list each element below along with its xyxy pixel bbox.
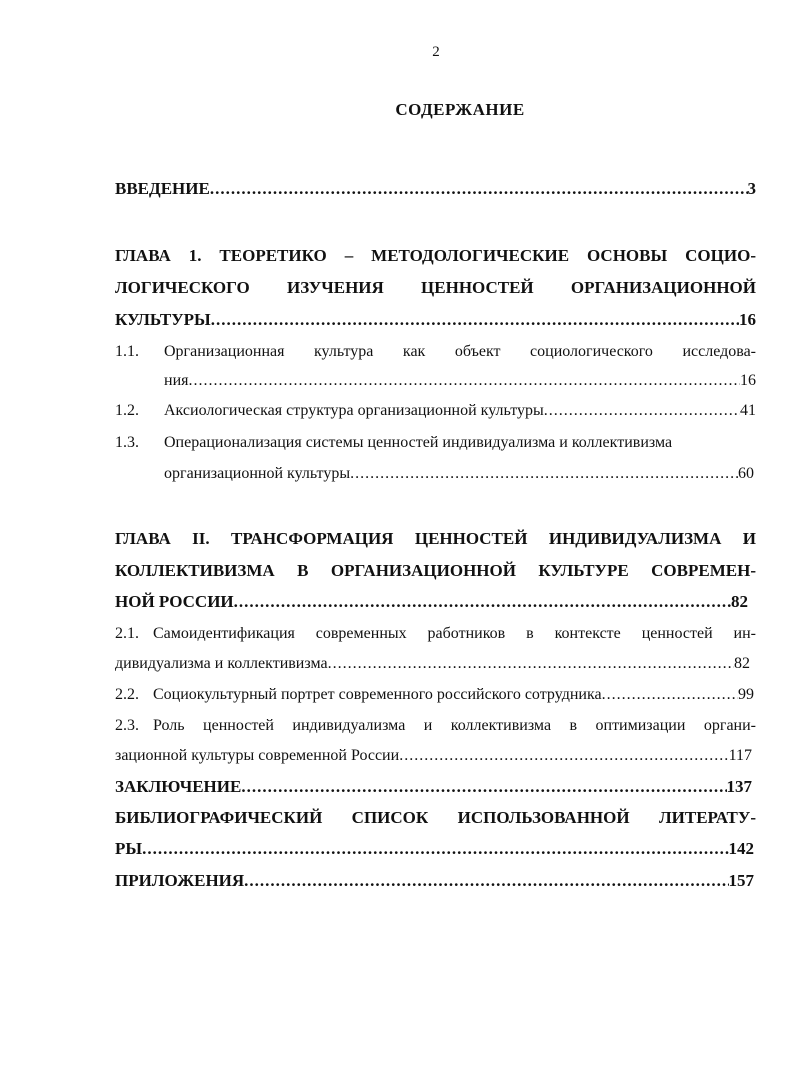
section-text: дивидуализма и коллективизма [115,655,328,672]
section-number: 1.2. [115,402,139,419]
dot-leader [210,176,748,202]
toc-entry-conclusion[interactable] [115,774,752,800]
page-number: 2 [432,44,440,60]
bibliography-line2[interactable] [115,836,754,862]
section-1-3-line2[interactable] [115,461,754,487]
section-text: Операционализация системы ценностей индивидуализма и коллективизма [164,434,673,451]
toc-entry-page: 137 [726,777,752,796]
section-page: 16 [740,372,756,389]
toc-entry-text: РЫ [115,839,143,858]
section-page: 41 [740,402,756,419]
section-text: организационной культуры [164,465,351,482]
dot-leader [544,398,740,424]
section-text [115,682,602,708]
dot-leader [328,651,734,677]
chapter1-title-line2[interactable]: ЛОГИЧЕСКОГО ИЗУЧЕНИЯ ЦЕННОСТЕЙ ОРГАНИЗАЦИОННОЙ [115,278,756,297]
section-2-1-line2[interactable] [115,651,750,677]
toc-entry-appendix[interactable] [115,868,754,894]
section-1-3-line1[interactable] [115,430,756,456]
section-text: Роль ценностей индивидуализма и коллективизма в оптимизации органи- [153,717,756,734]
toc-entry-page: 16 [739,310,756,329]
dot-leader [142,836,728,862]
section-number: 2.3. [115,717,139,734]
toc-entry-page: 3 [747,179,756,198]
dot-leader [188,368,740,394]
section-2-3-line1[interactable] [115,713,756,739]
section-number: 1.1. [115,343,139,360]
section-page: 117 [728,747,752,764]
section-text: зационной культуры современной России [115,747,400,764]
section-text: ния [164,372,189,389]
toc-entry-text: ЗАКЛЮЧЕНИЕ [115,777,242,796]
toc-entry-page: 157 [728,871,754,890]
toc-entry-page: 142 [728,839,754,858]
chapter2-title-line1[interactable]: ГЛАВА II. ТРАНСФОРМАЦИЯ ЦЕННОСТЕЙ ИНДИВИДУАЛИЗМА И [115,529,756,548]
section-title: Аксиологическая структура организационной культуры [164,402,544,419]
dot-leader [602,682,738,708]
section-1-1-line2[interactable] [115,368,756,394]
bibliography-line1[interactable]: БИБЛИОГРАФИЧЕСКИЙ СПИСОК ИСПОЛЬЗОВАННОЙ ЛИТЕРАТУ- [115,808,756,827]
toc-entry-text: ВВЕДЕНИЕ [115,179,210,198]
dot-leader [241,774,726,800]
section-text: Организационная культура как объект социологического исследова- [164,343,756,360]
section-2-1-line1[interactable] [115,621,756,647]
dot-leader [234,589,731,615]
section-number: 2.1. [115,625,139,642]
dot-leader [244,868,728,894]
dot-leader [350,461,738,487]
section-number: 2.2. [115,686,139,703]
dot-leader [211,307,739,333]
toc-entry-text: НОЙ РОССИИ [115,592,234,611]
chapter2-title-line2[interactable]: КОЛЛЕКТИВИЗМА В ОРГАНИЗАЦИОННОЙ КУЛЬТУРЕ СОВРЕМЕН- [115,561,756,580]
section-2-2[interactable] [115,682,754,708]
chapter1-title-line3[interactable] [115,307,756,333]
toc-title: СОДЕРЖАНИЕ [395,100,525,119]
section-1-1-line1[interactable] [115,339,756,365]
chapter2-title-line3[interactable] [115,589,748,615]
section-number: 1.3. [115,434,139,451]
toc-entry-page: 82 [731,592,748,611]
chapter1-title-line1[interactable]: ГЛАВА 1. ТЕОРЕТИКО – МЕТОДОЛОГИЧЕСКИЕ ОСНОВЫ СОЦИО- [115,246,756,265]
toc-entry-introduction[interactable] [115,176,756,202]
toc-entry-text: ПРИЛОЖЕНИЯ [115,871,245,890]
toc-entry-text: КУЛЬТУРЫ [115,310,211,329]
section-page: 99 [738,686,754,703]
section-page: 60 [738,465,754,482]
section-1-2[interactable] [115,398,756,424]
section-text: Самоидентификация современных работников в контексте ценностей ин- [153,625,756,642]
section-2-3-line2[interactable] [115,743,752,769]
dot-leader [399,743,728,769]
section-page: 82 [734,655,750,672]
section-title: Социокультурный портрет современного российского сотрудника [153,686,602,703]
section-text [115,398,544,424]
